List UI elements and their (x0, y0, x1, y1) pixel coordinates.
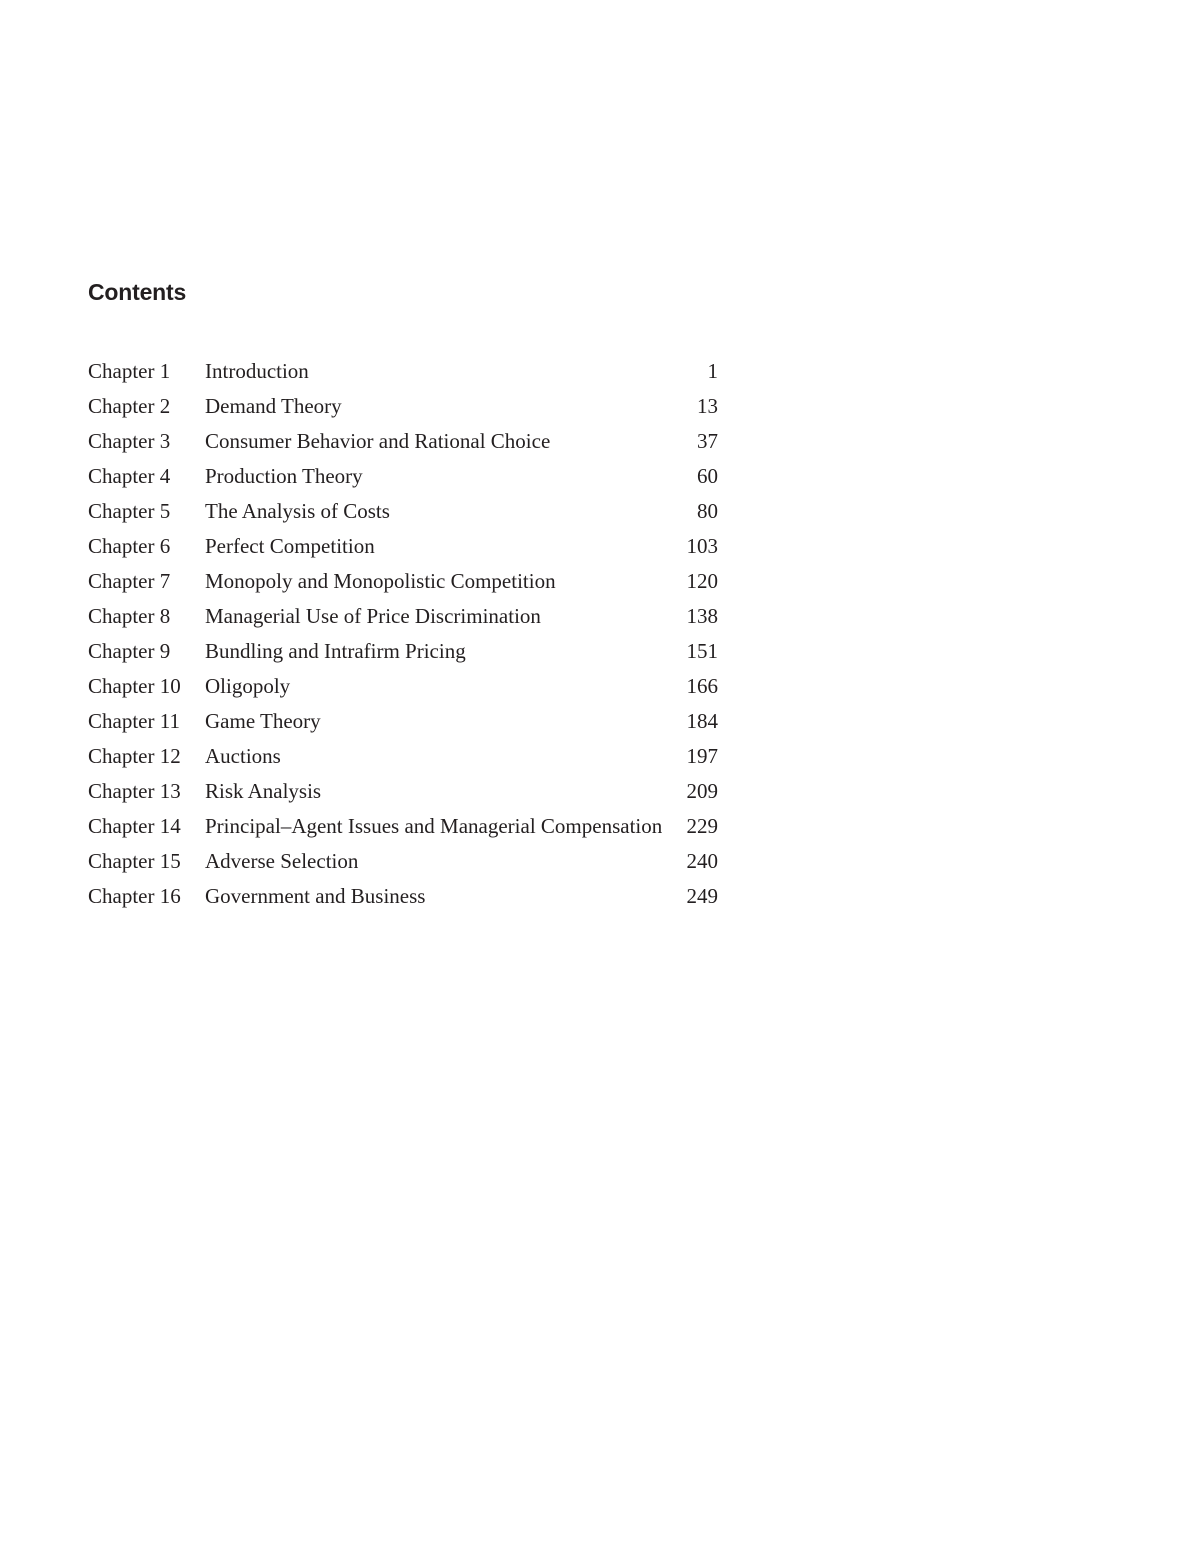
toc-entry-chapter-9[interactable] (88, 634, 720, 669)
toc-chapter-title: Adverse Selection (205, 849, 359, 873)
toc-chapter-title: Introduction (205, 359, 309, 383)
toc-entry-chapter-2[interactable] (88, 389, 720, 424)
toc-page-number: 209 (686, 779, 718, 803)
toc-chapter-number: Chapter 7 (88, 569, 171, 593)
toc-chapter-number: Chapter 15 (88, 849, 181, 873)
toc-chapter-number: Chapter 5 (88, 499, 171, 523)
toc-entry-chapter-13[interactable] (88, 774, 720, 809)
toc-chapter-title: Bundling and Intrafirm Pricing (205, 639, 466, 663)
toc-entry-chapter-5[interactable] (88, 494, 720, 529)
toc-page-number: 103 (686, 534, 718, 558)
toc-chapter-number: Chapter 13 (88, 779, 181, 803)
toc-chapter-number: Chapter 2 (88, 394, 171, 418)
toc-entry-chapter-1[interactable] (88, 354, 720, 389)
toc-chapter-number: Chapter 14 (88, 814, 181, 838)
toc-chapter-title: Production Theory (205, 464, 363, 488)
toc-entry-chapter-6[interactable] (88, 529, 720, 564)
toc-page-number: 60 (697, 464, 718, 488)
toc-chapter-title: Principal–Agent Issues and Managerial Compensation (205, 814, 663, 838)
toc-chapter-title: Auctions (205, 744, 281, 768)
toc-page-number: 249 (686, 884, 718, 908)
toc-chapter-number: Chapter 12 (88, 744, 181, 768)
toc-page-number: 151 (686, 639, 718, 663)
toc-chapter-title: Oligopoly (205, 674, 291, 698)
toc-page-number: 240 (686, 849, 718, 873)
toc-chapter-number: Chapter 9 (88, 639, 171, 663)
toc-chapter-title: Perfect Competition (205, 534, 375, 558)
toc-entry-chapter-11[interactable] (88, 704, 720, 739)
toc-chapter-title: Game Theory (205, 709, 321, 733)
toc-chapter-number: Chapter 10 (88, 674, 181, 698)
toc-chapter-title: Risk Analysis (205, 779, 322, 803)
toc-entry-chapter-3[interactable] (88, 424, 720, 459)
toc-page-number: 37 (697, 429, 718, 453)
toc-entry-chapter-12[interactable] (88, 739, 720, 774)
toc-page-number: 166 (686, 674, 718, 698)
toc-chapter-title: Consumer Behavior and Rational Choice (205, 429, 551, 453)
toc-chapter-number: Chapter 4 (88, 464, 171, 488)
toc-page-number: 80 (697, 499, 718, 523)
toc-page-number: 13 (697, 394, 718, 418)
toc-entry-chapter-7[interactable] (88, 564, 720, 599)
toc-chapter-number: Chapter 3 (88, 429, 171, 453)
toc-chapter-number: Chapter 11 (88, 709, 180, 733)
toc-page-number: 197 (686, 744, 718, 768)
toc-chapter-number: Chapter 16 (88, 884, 181, 908)
toc-chapter-number: Chapter 6 (88, 534, 171, 558)
toc-chapter-number: Chapter 1 (88, 359, 171, 383)
toc-page-number: 1 (707, 359, 718, 383)
page-title: Contents (88, 279, 187, 305)
toc-chapter-title: Managerial Use of Price Discrimination (205, 604, 541, 628)
toc-entry-chapter-16[interactable] (88, 879, 720, 914)
toc-entry-chapter-15[interactable] (88, 844, 720, 879)
toc-entry-chapter-4[interactable] (88, 459, 720, 494)
toc-entry-chapter-14[interactable] (88, 809, 720, 844)
toc-entry-chapter-10[interactable] (88, 669, 720, 704)
toc-page-number: 184 (686, 709, 718, 733)
toc-page-number: 138 (686, 604, 718, 628)
toc-page-number: 229 (686, 814, 718, 838)
toc-chapter-title: Government and Business (205, 884, 426, 908)
toc-chapter-title: Demand Theory (205, 394, 342, 418)
toc-chapter-title: The Analysis of Costs (205, 499, 390, 523)
toc-chapter-title: Monopoly and Monopolistic Competition (205, 569, 556, 593)
toc-entry-chapter-8[interactable] (88, 599, 720, 634)
toc-page-number: 120 (686, 569, 718, 593)
table-of-contents (88, 354, 720, 914)
toc-chapter-number: Chapter 8 (88, 604, 171, 628)
